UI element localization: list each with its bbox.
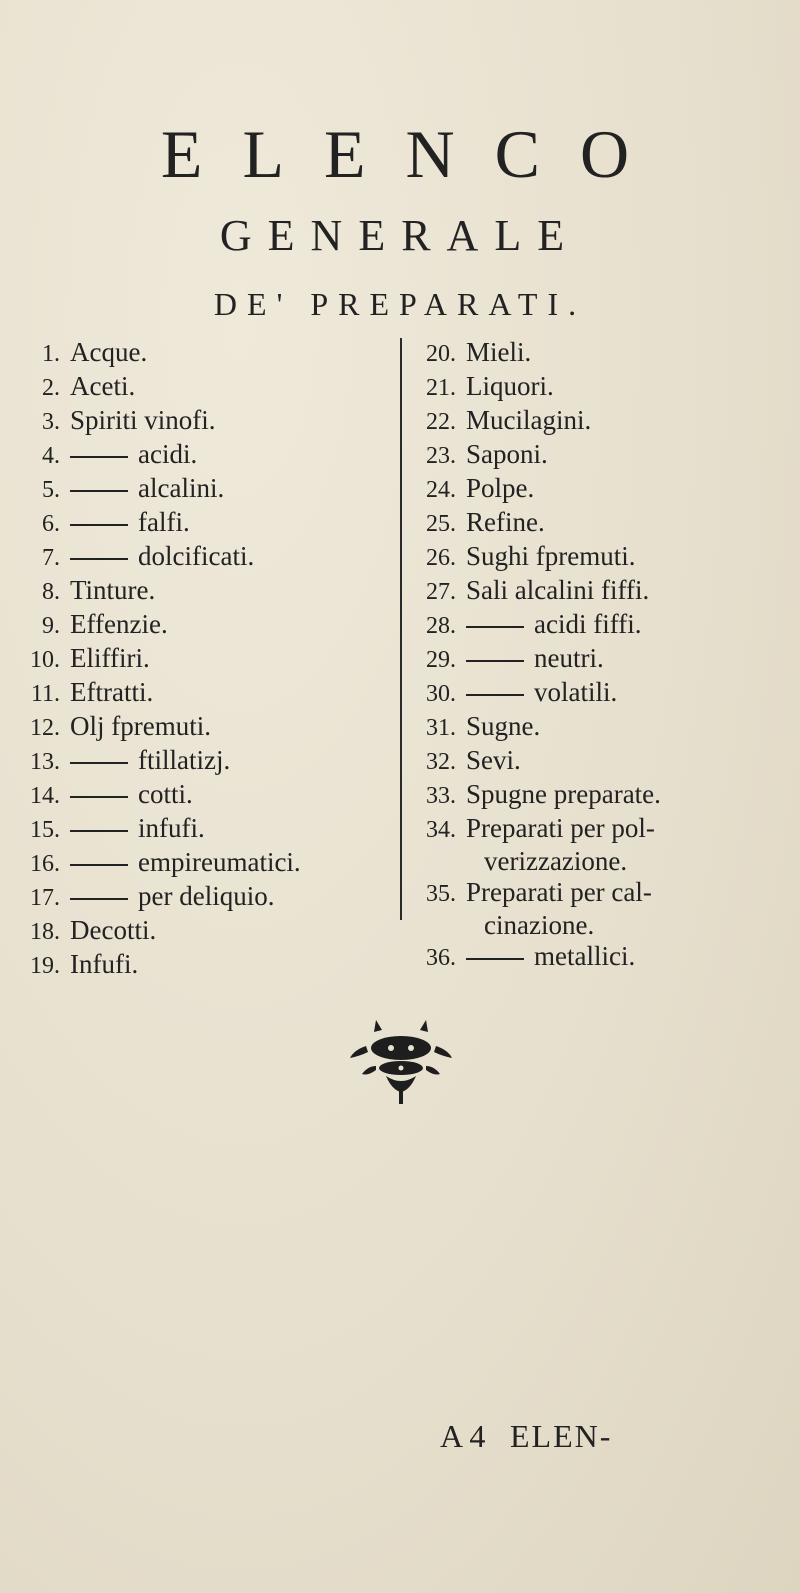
item-text: Eftratti. [70,677,154,707]
list-item [8,642,368,676]
item-number: 26. [426,545,456,571]
ditto-dash [70,524,128,526]
item-text: Liquori. [466,371,554,401]
ditto-dash [70,864,128,866]
list-item [412,778,792,812]
list-item [8,540,368,574]
list-item [8,778,368,812]
title-elenco: ELENCO [160,116,670,192]
item-number: 17. [30,885,60,911]
list-item [8,608,368,642]
item-text: Preparati per cal- [466,877,652,907]
item-text: Spiriti vinofi. [70,405,216,435]
item-number: 20. [426,341,456,367]
list-item [412,438,792,472]
item-number: 25. [426,511,456,537]
item-number: 4. [42,443,60,469]
item-text: per deliquio. [138,881,275,911]
item-text: Preparati per pol- [466,813,655,843]
list-item [412,336,792,370]
item-text: Sugne. [466,711,541,741]
ditto-dash [70,558,128,560]
item-text: Olj fpremuti. [70,711,211,741]
item-number: 36. [426,945,456,971]
item-text: dolcificati. [138,541,255,571]
list-item [8,710,368,744]
ditto-dash [466,660,524,662]
ditto-dash [70,830,128,832]
item-text: metallici. [534,941,636,971]
item-text: Spugne preparate. [466,779,661,809]
item-text: infufi. [138,813,205,843]
item-number: 10. [30,647,60,673]
item-number: 24. [426,477,456,503]
list-item [412,744,792,778]
list-item [412,472,792,506]
list-item [412,540,792,574]
list-item [8,846,368,880]
item-number: 15. [30,817,60,843]
printers-floral-ornament-icon [346,1010,456,1110]
item-continuation: verizzazione. [484,846,628,876]
list-item [412,710,792,744]
item-text: neutri. [534,643,604,673]
item-number: 6. [42,511,60,537]
list-item [412,404,792,438]
item-number: 2. [42,375,60,401]
item-text: acidi. [138,439,198,469]
item-text: Acque. [70,337,148,367]
item-text: Saponi. [466,439,548,469]
list-item [8,336,368,370]
right-column-list [412,336,792,974]
item-number: 3. [42,409,60,435]
item-text: Sevi. [466,745,521,775]
item-number: 19. [30,953,60,979]
ditto-dash [70,898,128,900]
item-text: Refine. [466,507,545,537]
item-number: 30. [426,681,456,707]
list-item [412,676,792,710]
item-text: Decotti. [70,915,157,945]
ditto-dash [466,626,524,628]
item-continuation: cinazione. [484,910,595,940]
item-number: 21. [426,375,456,401]
column-divider [400,338,402,920]
ditto-dash [466,694,524,696]
item-text: volatili. [534,677,618,707]
item-text: Sali alcalini fiffi. [466,575,650,605]
item-text: Infufi. [70,949,139,979]
item-number: 12. [30,715,60,741]
item-text: Mucilagini. [466,405,592,435]
item-text: Aceti. [70,371,136,401]
list-item [412,642,792,676]
item-text: acidi fiffi. [534,609,642,639]
list-item [8,812,368,846]
item-number: 34. [426,817,456,843]
ditto-dash [70,456,128,458]
item-text: alcalini. [138,473,225,503]
list-item [412,940,792,974]
item-text: Tinture. [70,575,156,605]
list-item [412,608,792,642]
item-text: Sughi fpremuti. [466,541,636,571]
item-number: 22. [426,409,456,435]
list-item [8,370,368,404]
list-item [8,676,368,710]
item-text: empireumatici. [138,847,301,877]
item-number: 13. [30,749,60,775]
catchword: ELEN- [510,1418,613,1454]
left-column-list [8,336,368,982]
item-number: 32. [426,749,456,775]
item-number: 18. [30,919,60,945]
list-item [412,876,792,910]
item-text: Eliffiri. [70,643,150,673]
item-number: 16. [30,851,60,877]
list-item [8,404,368,438]
list-item [8,880,368,914]
signature-mark: A 4 [440,1418,486,1454]
item-text: Effenzie. [70,609,168,639]
item-number: 28. [426,613,456,639]
item-number: 9. [42,613,60,639]
item-number: 7. [42,545,60,571]
ditto-dash [70,796,128,798]
list-item [8,574,368,608]
list-item [412,370,792,404]
list-item [8,744,368,778]
list-item [8,914,368,948]
list-item [412,574,792,608]
list-item [8,948,368,982]
item-number: 1. [42,341,60,367]
item-number: 27. [426,579,456,605]
item-number: 33. [426,783,456,809]
item-text: falfi. [138,507,190,537]
item-number: 14. [30,783,60,809]
item-number: 29. [426,647,456,673]
item-text: Polpe. [466,473,535,503]
item-number: 11. [30,681,60,707]
list-item [8,472,368,506]
item-number: 8. [42,579,60,605]
item-number: 23. [426,443,456,469]
list-item [8,506,368,540]
ditto-dash [466,958,524,960]
list-item [8,438,368,472]
item-text: Mieli. [466,337,532,367]
item-number: 5. [42,477,60,503]
list-item [412,506,792,540]
item-text: cotti. [138,779,193,809]
item-text: ftillatizj. [138,745,231,775]
ditto-dash [70,490,128,492]
list-item [412,812,792,846]
item-number: 31. [426,715,456,741]
ditto-dash [70,762,128,764]
item-number: 35. [426,881,456,907]
title-generale: GENERALE [219,211,581,260]
title-preparati: DE' PREPARATI. [213,286,587,322]
